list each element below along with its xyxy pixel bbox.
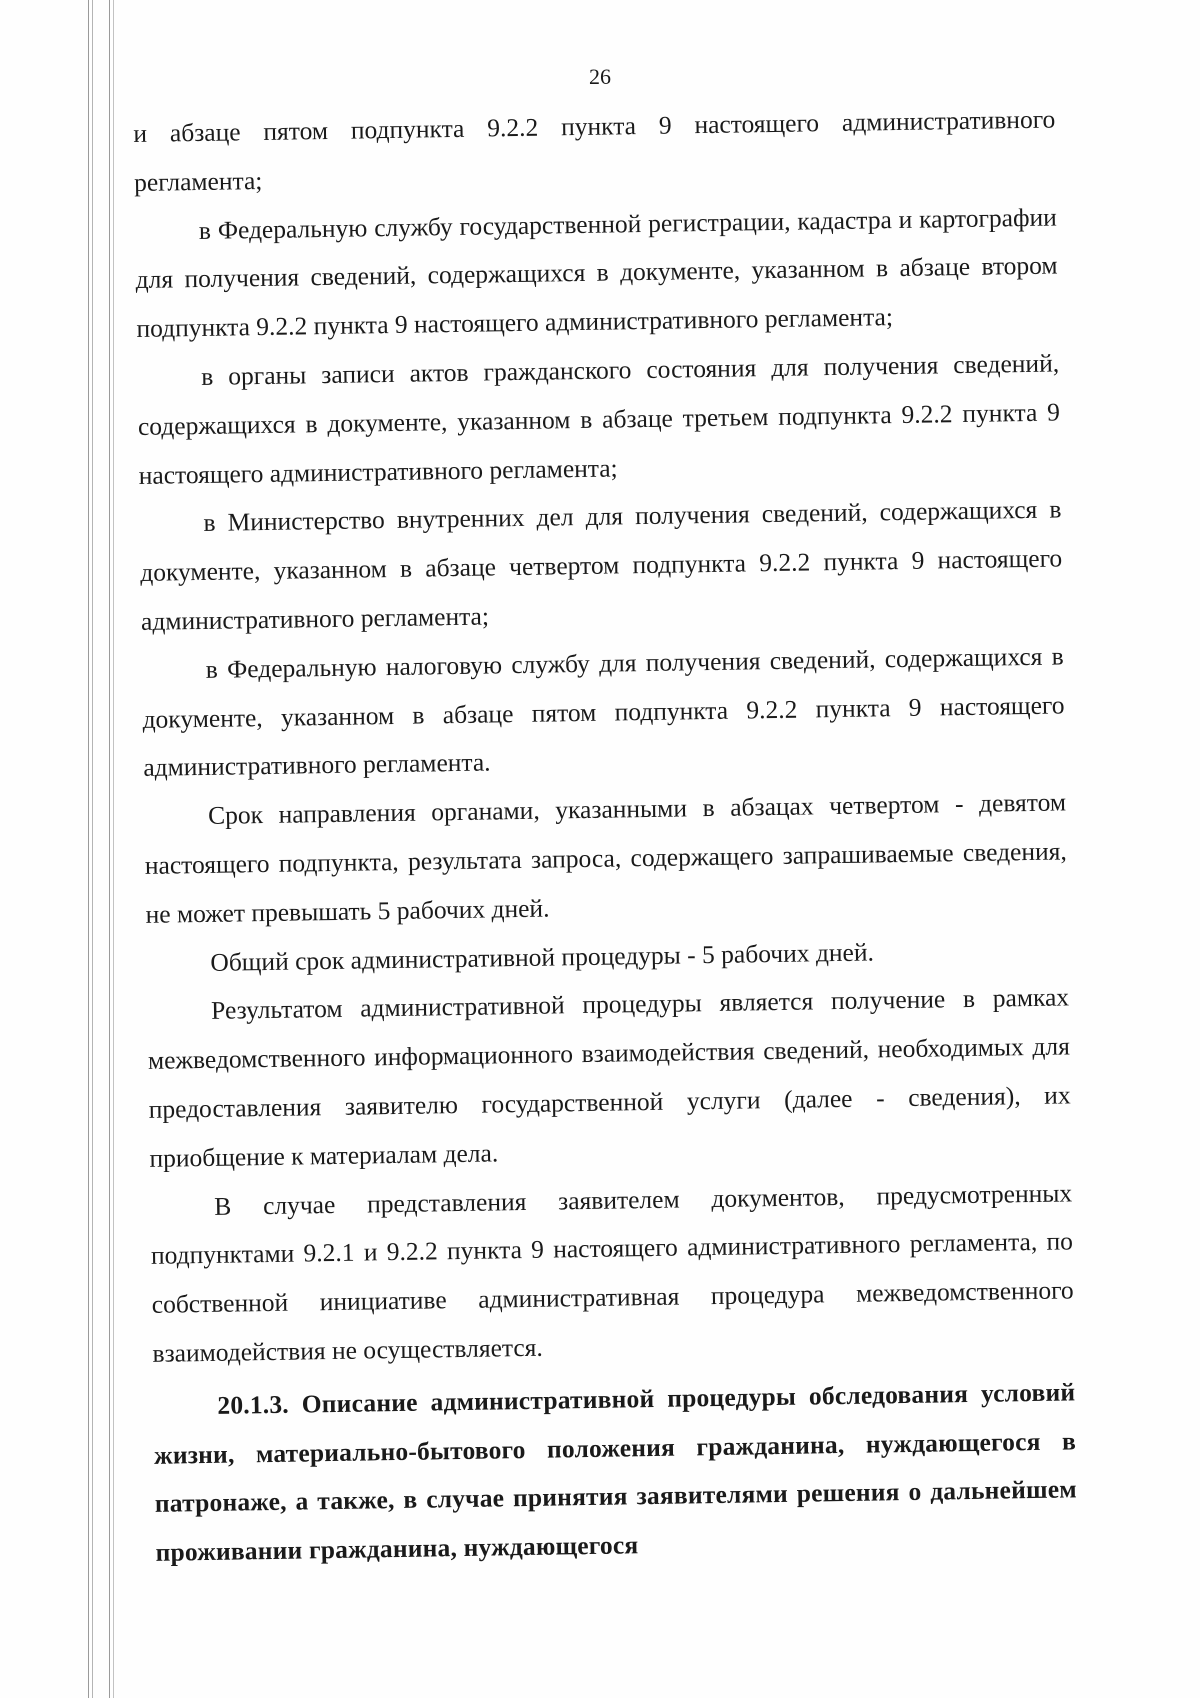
paragraph: Общий срок административной процедуры - 5 рабочих дней. — [210, 937, 875, 977]
paragraph: Результатом административной процедуры является получение в рамках межведомственного информационного взаимодействия сведений, необходимых для предоставления заявителю государственной услуги (далее - сведения), их приобщение к материалам дела. — [147, 982, 1071, 1173]
page-number: 26 — [589, 64, 611, 89]
paragraph: В случае представления заявителем документов, предусмотренных подпунктами 9.2.1 и 9.2.2 пункта 9 настоящего административного регламента, по собственной инициативе административная процедура межведомственного взаимодействия не осуществляется. — [150, 1177, 1074, 1368]
paragraph: в Министерство внутренних дел для получения сведений, содержащихся в документе, указанном в абзаце четвертом подпункта 9.2.2 пункта 9 настоящего административного регламента; — [140, 494, 1063, 636]
paragraph: в Федеральную службу государственной регистрации, кадастра и картографии для получения сведений, содержащихся в документе, указанном в абзаце втором подпункта 9.2.2 пункта 9 настоящего административного регламента; — [135, 202, 1058, 344]
section-heading: 20.1.3. Описание административной процедуры обследования условий жизни, материально-бытового положения гражданина, нуждающегося в патронаже, а также, в случае принятия заявителями решения о дальнейшем проживании гражданина, нуждающегося — [153, 1377, 1078, 1567]
paragraph: в органы записи актов гражданского состояния для получения сведений, содержащихся в документе, указанном в абзаце третьем подпункта 9.2.2 пункта 9 настоящего административного регламента; — [137, 348, 1061, 490]
paragraph: в Федеральную налоговую службу для получения сведений, содержащихся в документе, указанном в абзаце пятом подпункта 9.2.2 пункта 9 настоящего административного регламента. — [142, 641, 1065, 783]
scan-edge-line — [88, 0, 89, 1698]
paragraph: Срок направления органами, указанными в абзацах четвертом - девятом настоящего подпункта, результата запроса, содержащего запрашиваемые сведения, не может превышать 5 рабочих дней. — [144, 787, 1067, 929]
scan-edge-line — [92, 0, 93, 1698]
paragraph: и абзаце пятом подпункта 9.2.2 пункта 9 настоящего административного регламента; — [133, 104, 1056, 197]
document-body — [133, 96, 1078, 1578]
scan-edge-line — [113, 0, 114, 1698]
scan-edge-line — [109, 0, 110, 1698]
